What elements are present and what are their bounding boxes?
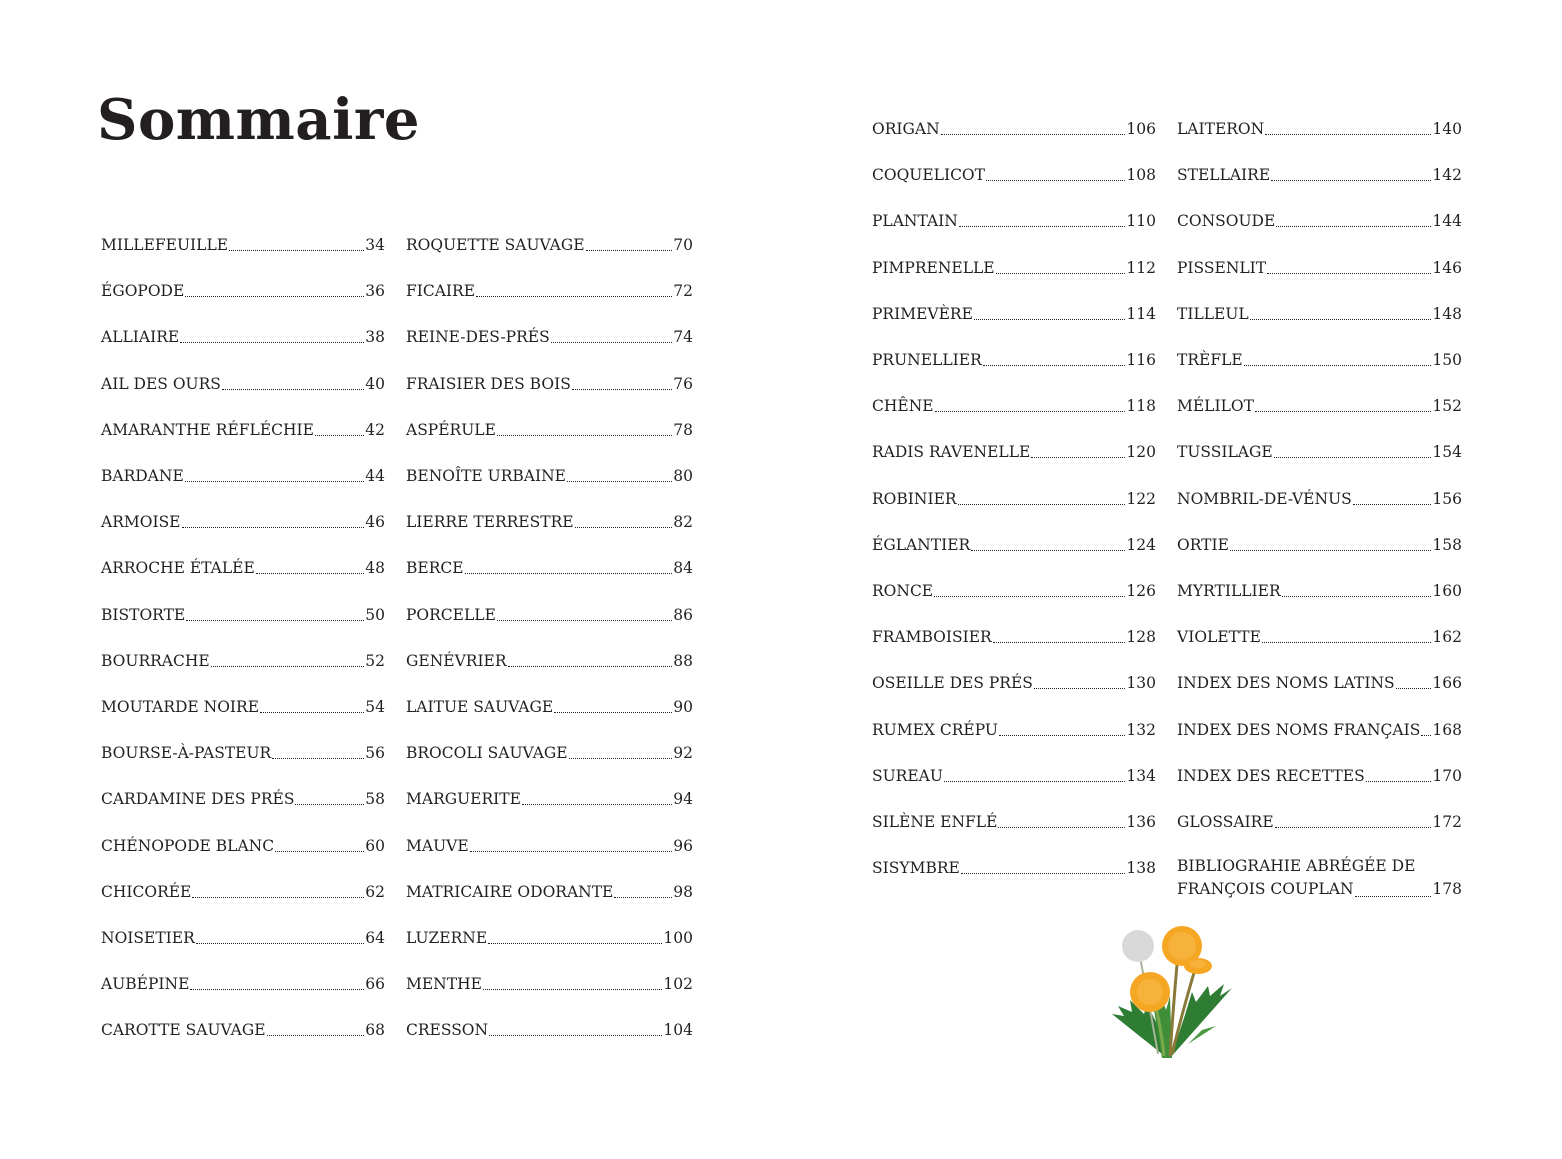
dot-leader bbox=[196, 943, 364, 944]
toc-entry-label: SUREAU bbox=[872, 766, 943, 785]
dot-leader bbox=[465, 573, 673, 574]
dot-leader bbox=[489, 1035, 662, 1036]
dot-leader bbox=[488, 943, 662, 944]
toc-entry-page: 156 bbox=[1432, 489, 1462, 508]
toc-entry-page: 84 bbox=[673, 559, 693, 578]
toc-entry-page: 134 bbox=[1126, 766, 1156, 785]
toc-entry-label: INDEX DES NOMS FRANÇAIS bbox=[1177, 720, 1421, 739]
toc-entry-page: 74 bbox=[673, 328, 693, 347]
toc-entry[interactable] bbox=[406, 509, 693, 532]
toc-entry[interactable] bbox=[101, 648, 385, 671]
dot-leader bbox=[315, 435, 364, 436]
toc-entry-label: GENÉVRIER bbox=[406, 651, 507, 670]
toc-entry-label: VIOLETTE bbox=[1177, 628, 1261, 647]
dot-leader bbox=[934, 596, 1125, 597]
toc-entry[interactable] bbox=[1177, 116, 1462, 139]
dot-leader bbox=[180, 342, 364, 343]
dot-leader bbox=[961, 873, 1126, 874]
toc-entry[interactable] bbox=[1177, 717, 1462, 740]
toc-entry-label: LIERRE TERRESTRE bbox=[406, 513, 574, 532]
toc-entry-page: 158 bbox=[1432, 535, 1462, 554]
dot-leader bbox=[974, 319, 1126, 320]
toc-entry[interactable] bbox=[101, 925, 385, 948]
dot-leader bbox=[554, 712, 672, 713]
toc-entry[interactable] bbox=[101, 786, 385, 809]
toc-entry-page: 146 bbox=[1432, 258, 1462, 277]
toc-entry[interactable] bbox=[406, 417, 693, 440]
toc-entry-label: CONSOUDE bbox=[1177, 212, 1276, 231]
dot-leader bbox=[476, 296, 672, 297]
toc-entry-page: 128 bbox=[1126, 628, 1156, 647]
dot-leader bbox=[260, 712, 364, 713]
toc-entry-label: RONCE bbox=[872, 582, 934, 600]
toc-entry-page: 132 bbox=[1126, 720, 1156, 739]
dot-leader bbox=[1353, 504, 1432, 505]
toc-entry-page: 152 bbox=[1432, 397, 1462, 416]
dot-leader bbox=[1282, 596, 1432, 597]
toc-entry-page: 104 bbox=[663, 1021, 693, 1040]
toc-entry-label: MARGUERITE bbox=[406, 790, 521, 809]
toc-entry-label: FRAMBOISIER bbox=[872, 628, 992, 647]
toc-entry-label: PLANTAIN bbox=[872, 212, 958, 231]
toc-entry[interactable] bbox=[406, 1017, 693, 1040]
dot-leader bbox=[1355, 896, 1432, 897]
toc-entry[interactable] bbox=[872, 855, 1156, 878]
toc-entry[interactable] bbox=[872, 809, 1156, 832]
toc-entry-page: 144 bbox=[1432, 212, 1462, 231]
toc-entry[interactable] bbox=[872, 763, 1156, 786]
dot-leader bbox=[983, 365, 1126, 366]
toc-entry[interactable] bbox=[101, 371, 385, 394]
dot-leader bbox=[614, 897, 672, 898]
dot-leader bbox=[1265, 134, 1431, 135]
toc-entry-page: 102 bbox=[663, 975, 693, 994]
toc-entry-page: 58 bbox=[365, 790, 385, 809]
toc-entry[interactable] bbox=[1177, 393, 1462, 416]
toc-entry-page: 62 bbox=[365, 882, 385, 901]
toc-entry[interactable] bbox=[872, 116, 1156, 139]
dot-leader bbox=[1031, 457, 1125, 458]
toc-entry-label: OSEILLE DES PRÉS bbox=[872, 674, 1033, 693]
dot-leader bbox=[572, 389, 672, 390]
toc-entry-label: ALLIAIRE bbox=[101, 328, 180, 347]
toc-entry-page: 106 bbox=[1126, 120, 1156, 138]
toc-entry-label: MILLEFEUILLE bbox=[101, 236, 229, 254]
toc-entry-page: 56 bbox=[365, 744, 385, 763]
toc-entry[interactable] bbox=[1177, 439, 1462, 462]
dot-leader bbox=[586, 250, 673, 251]
toc-entry-page: 124 bbox=[1126, 535, 1156, 554]
toc-entry[interactable] bbox=[101, 463, 385, 486]
toc-entry-page: 114 bbox=[1126, 304, 1156, 323]
toc-entry-label: BIBLIOGRAHIE ABRÉGÉE DE bbox=[1177, 857, 1416, 876]
toc-entry[interactable] bbox=[101, 1017, 385, 1040]
dot-leader bbox=[986, 180, 1125, 181]
dot-leader bbox=[190, 989, 364, 990]
toc-entry-label: MATRICAIRE ODORANTE bbox=[406, 882, 614, 901]
dot-leader bbox=[275, 851, 364, 852]
toc-entry[interactable] bbox=[406, 463, 693, 486]
toc-entry-label: BARDANE bbox=[101, 467, 184, 485]
toc-entry-page: 172 bbox=[1432, 813, 1462, 831]
dot-leader bbox=[185, 296, 364, 297]
dot-leader bbox=[1274, 457, 1432, 458]
toc-entry-label: ÉGLANTIER bbox=[872, 535, 971, 554]
toc-entry-page: 108 bbox=[1126, 166, 1156, 185]
toc-entry-label: PISSENLIT bbox=[1177, 258, 1267, 277]
toc-entry-label: ORIGAN bbox=[872, 120, 940, 138]
toc-entry[interactable] bbox=[101, 879, 385, 902]
toc-entry[interactable] bbox=[101, 278, 385, 301]
toc-entry-label: NOISETIER bbox=[101, 929, 195, 947]
toc-entry-label: LAITUE SAUVAGE bbox=[406, 698, 554, 716]
dot-leader bbox=[470, 851, 673, 852]
toc-entry-page: 162 bbox=[1432, 628, 1462, 647]
toc-entry-page: 80 bbox=[673, 467, 693, 485]
toc-entry[interactable] bbox=[1177, 578, 1462, 601]
toc-entry[interactable] bbox=[872, 439, 1156, 462]
toc-entry[interactable] bbox=[1177, 624, 1462, 647]
toc-entry-label: ROQUETTE SAUVAGE bbox=[406, 236, 585, 254]
dot-leader bbox=[941, 134, 1126, 135]
toc-entry-page: 150 bbox=[1432, 351, 1462, 369]
toc-entry-label-continued: FRANÇOIS COUPLAN bbox=[1177, 880, 1354, 899]
toc-entry[interactable] bbox=[872, 624, 1156, 647]
toc-entry-page: 64 bbox=[365, 929, 385, 947]
toc-entry-label: AUBÉPINE bbox=[101, 975, 190, 994]
toc-entry[interactable] bbox=[101, 833, 385, 856]
toc-entry[interactable] bbox=[872, 162, 1156, 185]
toc-entry[interactable] bbox=[101, 555, 385, 578]
toc-entry-page: 130 bbox=[1126, 674, 1156, 693]
toc-entry-label: FICAIRE bbox=[406, 282, 476, 301]
toc-entry-label: CHÊNE bbox=[872, 397, 934, 416]
toc-entry[interactable] bbox=[1177, 347, 1462, 370]
dot-leader bbox=[996, 273, 1126, 274]
toc-entry-label: PRIMEVÈRE bbox=[872, 304, 973, 323]
dot-leader bbox=[497, 435, 672, 436]
dot-leader bbox=[211, 666, 365, 667]
toc-entry-label: BERCE bbox=[406, 559, 464, 578]
dot-leader bbox=[959, 226, 1126, 227]
dot-leader bbox=[185, 481, 365, 482]
toc-entry[interactable] bbox=[101, 694, 385, 717]
dot-leader bbox=[1366, 781, 1432, 782]
toc-entry-label: ROBINIER bbox=[872, 489, 957, 508]
toc-entry-page: 140 bbox=[1432, 120, 1462, 138]
dot-leader bbox=[935, 411, 1126, 412]
toc-entry-page: 72 bbox=[673, 282, 693, 301]
toc-entry-page: 36 bbox=[365, 282, 385, 301]
toc-entry-label: RADIS RAVENELLE bbox=[872, 443, 1031, 462]
toc-entry-page: 92 bbox=[673, 744, 693, 763]
dot-leader bbox=[222, 389, 364, 390]
toc-entry-page: 46 bbox=[365, 513, 385, 532]
dot-leader bbox=[971, 550, 1125, 551]
toc-entry-page: 166 bbox=[1432, 674, 1462, 693]
toc-entry-label: CARDAMINE DES PRÉS bbox=[101, 790, 295, 809]
toc-entry-page: 54 bbox=[365, 698, 385, 716]
toc-entry-label: BISTORTE bbox=[101, 605, 186, 624]
toc-entry-page: 126 bbox=[1126, 582, 1156, 600]
dot-leader bbox=[1250, 319, 1432, 320]
toc-entry-label: STELLAIRE bbox=[1177, 166, 1271, 185]
dot-leader bbox=[575, 527, 673, 528]
toc-entry-page: 38 bbox=[365, 328, 385, 347]
toc-entry-page: 60 bbox=[365, 836, 385, 855]
toc-entry-page: 178 bbox=[1432, 880, 1462, 899]
toc-entry[interactable] bbox=[872, 532, 1156, 555]
toc-entry-label: CRESSON bbox=[406, 1021, 489, 1040]
toc-entry[interactable] bbox=[406, 324, 693, 347]
toc-entry-label: GLOSSAIRE bbox=[1177, 813, 1274, 831]
dot-leader bbox=[551, 342, 673, 343]
toc-entry-page: 118 bbox=[1126, 397, 1156, 416]
toc-entry-page: 78 bbox=[673, 420, 693, 439]
toc-entry-page: 48 bbox=[365, 559, 385, 578]
toc-entry-label: MOUTARDE NOIRE bbox=[101, 698, 260, 716]
toc-entry-page: 90 bbox=[673, 698, 693, 716]
dot-leader bbox=[999, 735, 1125, 736]
dot-leader bbox=[508, 666, 673, 667]
toc-entry[interactable] bbox=[101, 417, 385, 440]
toc-entry[interactable] bbox=[406, 971, 693, 994]
toc-entry-label: AIL DES OURS bbox=[101, 374, 221, 393]
toc-entry[interactable] bbox=[1177, 670, 1462, 693]
toc-entry-page: 86 bbox=[673, 605, 693, 624]
toc-entry-label: AMARANTHE RÉFLÉCHIE bbox=[101, 420, 314, 439]
toc-entry-page: 68 bbox=[365, 1021, 385, 1040]
toc-entry[interactable] bbox=[101, 971, 385, 994]
toc-entry-page: 138 bbox=[1126, 859, 1156, 878]
dot-leader bbox=[998, 827, 1125, 828]
toc-entry-page: 116 bbox=[1126, 351, 1156, 369]
toc-entry-label: MÉLILOT bbox=[1177, 397, 1254, 416]
dot-leader bbox=[1244, 365, 1432, 366]
dot-leader bbox=[1275, 827, 1432, 828]
toc-entry-page: 70 bbox=[673, 236, 693, 254]
toc-entry-page: 136 bbox=[1126, 813, 1156, 831]
toc-entry[interactable] bbox=[1177, 809, 1462, 832]
toc-entry[interactable] bbox=[1177, 486, 1462, 509]
dot-leader bbox=[267, 1035, 365, 1036]
toc-entry[interactable] bbox=[1177, 162, 1462, 185]
toc-entry[interactable] bbox=[872, 578, 1156, 601]
dot-leader bbox=[229, 250, 364, 251]
toc-entry-page: 168 bbox=[1432, 720, 1462, 739]
dot-leader bbox=[1267, 273, 1431, 274]
toc-entry-page: 34 bbox=[365, 236, 385, 254]
toc-entry-label: TUSSILAGE bbox=[1177, 443, 1273, 462]
dot-leader bbox=[522, 804, 672, 805]
toc-entry[interactable] bbox=[101, 602, 385, 625]
dot-leader bbox=[993, 642, 1126, 643]
toc-entry[interactable] bbox=[872, 393, 1156, 416]
dot-leader bbox=[192, 897, 364, 898]
toc-entry-label: LAITERON bbox=[1177, 120, 1265, 138]
toc-entry-label: RUMEX CRÉPU bbox=[872, 720, 998, 739]
toc-entry[interactable] bbox=[872, 347, 1156, 370]
toc-entry-label: ASPÉRULE bbox=[406, 420, 496, 439]
toc-entry-label: ÉGOPODE bbox=[101, 282, 185, 301]
toc-entry-page: 76 bbox=[673, 374, 693, 393]
toc-entry-label: NOMBRIL-DE-VÉNUS bbox=[1177, 489, 1352, 508]
dandelion-illustration bbox=[1092, 926, 1242, 1061]
toc-entry-label: CAROTTE SAUVAGE bbox=[101, 1021, 266, 1040]
toc-entry[interactable] bbox=[406, 232, 693, 255]
toc-entry-label: MYRTILLIER bbox=[1177, 582, 1281, 600]
toc-entry-page: 42 bbox=[365, 420, 385, 439]
toc-entry-label: ORTIE bbox=[1177, 535, 1229, 554]
toc-entry-label: MENTHE bbox=[406, 975, 482, 994]
toc-entry-label: FRAISIER DES BOIS bbox=[406, 374, 571, 393]
toc-entry[interactable] bbox=[1177, 763, 1462, 786]
dot-leader bbox=[569, 758, 673, 759]
toc-entry[interactable] bbox=[872, 301, 1156, 324]
toc-entry-label: BOURSE-À-PASTEUR bbox=[101, 744, 272, 763]
toc-entry[interactable] bbox=[406, 786, 693, 809]
toc-entry[interactable] bbox=[406, 278, 693, 301]
toc-entry-page: 160 bbox=[1432, 582, 1462, 600]
toc-entry-page: 88 bbox=[673, 651, 693, 670]
toc-entry-label: BOURRACHE bbox=[101, 651, 210, 670]
toc-entry-label: PORCELLE bbox=[406, 605, 496, 624]
toc-entry-label: REINE-DES-PRÉS bbox=[406, 328, 550, 347]
toc-entry[interactable] bbox=[872, 717, 1156, 740]
dot-leader bbox=[1271, 180, 1431, 181]
toc-entry[interactable] bbox=[406, 740, 693, 763]
toc-entry-label: PRUNELLIER bbox=[872, 351, 982, 369]
toc-entry-label: ARROCHE ÉTALÉE bbox=[101, 559, 255, 578]
dot-leader bbox=[1421, 735, 1431, 736]
toc-entry-label: SILÈNE ENFLÉ bbox=[872, 813, 998, 831]
toc-entry-label: CHICORÉE bbox=[101, 882, 192, 901]
toc-entry-page: 40 bbox=[365, 374, 385, 393]
toc-entry[interactable] bbox=[101, 232, 385, 255]
dot-leader bbox=[256, 573, 364, 574]
toc-entry-label: CHÉNOPODE BLANC bbox=[101, 836, 275, 855]
toc-entry-page: 112 bbox=[1126, 258, 1156, 277]
dot-leader bbox=[1262, 642, 1431, 643]
dot-leader bbox=[295, 804, 364, 805]
toc-entry[interactable] bbox=[406, 555, 693, 578]
toc-entry[interactable] bbox=[101, 324, 385, 347]
toc-entry-label: ARMOISE bbox=[101, 513, 181, 532]
toc-entry[interactable] bbox=[406, 833, 693, 856]
dot-leader bbox=[567, 481, 672, 482]
toc-entry-page: 94 bbox=[673, 790, 693, 809]
toc-entry-page: 100 bbox=[663, 929, 693, 947]
toc-entry-label: LUZERNE bbox=[406, 929, 488, 947]
toc-entry-label: INDEX DES NOMS LATINS bbox=[1177, 674, 1395, 693]
toc-entry-page: 50 bbox=[365, 605, 385, 624]
toc-entry[interactable] bbox=[406, 602, 693, 625]
toc-entry-label: COQUELICOT bbox=[872, 166, 985, 185]
toc-entry-page: 110 bbox=[1126, 212, 1156, 231]
dot-leader bbox=[1034, 688, 1125, 689]
toc-entry-page: 98 bbox=[673, 882, 693, 901]
dot-leader bbox=[182, 527, 365, 528]
dot-leader bbox=[483, 989, 662, 990]
toc-entry-page: 122 bbox=[1126, 489, 1156, 508]
toc-entry[interactable] bbox=[101, 509, 385, 532]
toc-entry[interactable] bbox=[1177, 208, 1462, 231]
toc-entry-label: MAUVE bbox=[406, 836, 469, 855]
toc-entry[interactable] bbox=[406, 925, 693, 948]
toc-entry-page: 142 bbox=[1432, 166, 1462, 185]
toc-entry-page: 82 bbox=[673, 513, 693, 532]
page-title: Sommaire bbox=[97, 87, 420, 153]
toc-entry[interactable] bbox=[406, 648, 693, 671]
dot-leader bbox=[1255, 411, 1431, 412]
toc-entry[interactable] bbox=[1177, 855, 1462, 901]
toc-entry[interactable] bbox=[406, 694, 693, 717]
toc-entry-page: 96 bbox=[673, 836, 693, 855]
toc-entry-label: SISYMBRE bbox=[872, 859, 960, 878]
toc-entry-page: 120 bbox=[1126, 443, 1156, 462]
toc-entry[interactable] bbox=[406, 879, 693, 902]
dot-leader bbox=[1276, 226, 1431, 227]
toc-entry[interactable] bbox=[872, 255, 1156, 278]
toc-entry[interactable] bbox=[872, 486, 1156, 509]
toc-entry-label: TILLEUL bbox=[1177, 304, 1249, 323]
toc-entry-page: 170 bbox=[1432, 766, 1462, 785]
toc-entry[interactable] bbox=[406, 371, 693, 394]
toc-entry[interactable] bbox=[872, 670, 1156, 693]
toc-entry-label: TRÈFLE bbox=[1177, 351, 1243, 369]
dot-leader bbox=[272, 758, 364, 759]
toc-entry-page: 148 bbox=[1432, 304, 1462, 323]
dot-leader bbox=[497, 620, 672, 621]
toc-entry-page: 66 bbox=[365, 975, 385, 994]
toc-entry[interactable] bbox=[1177, 532, 1462, 555]
toc-entry-page: 52 bbox=[365, 651, 385, 670]
toc-entry-page: 154 bbox=[1432, 443, 1462, 462]
toc-entry[interactable] bbox=[1177, 255, 1462, 278]
toc-entry[interactable] bbox=[1177, 301, 1462, 324]
toc-entry-page: 44 bbox=[365, 467, 385, 485]
toc-entry-label: BROCOLI SAUVAGE bbox=[406, 744, 568, 763]
dot-leader bbox=[1396, 688, 1432, 689]
dot-leader bbox=[958, 504, 1126, 505]
toc-entry-label: PIMPRENELLE bbox=[872, 258, 995, 277]
toc-entry-label: INDEX DES RECETTES bbox=[1177, 766, 1365, 785]
toc-entry[interactable] bbox=[872, 208, 1156, 231]
toc-entry[interactable] bbox=[101, 740, 385, 763]
toc-entry-label: BENOÎTE URBAINE bbox=[406, 467, 566, 485]
dot-leader bbox=[186, 620, 364, 621]
dot-leader bbox=[1230, 550, 1432, 551]
dot-leader bbox=[944, 781, 1125, 782]
